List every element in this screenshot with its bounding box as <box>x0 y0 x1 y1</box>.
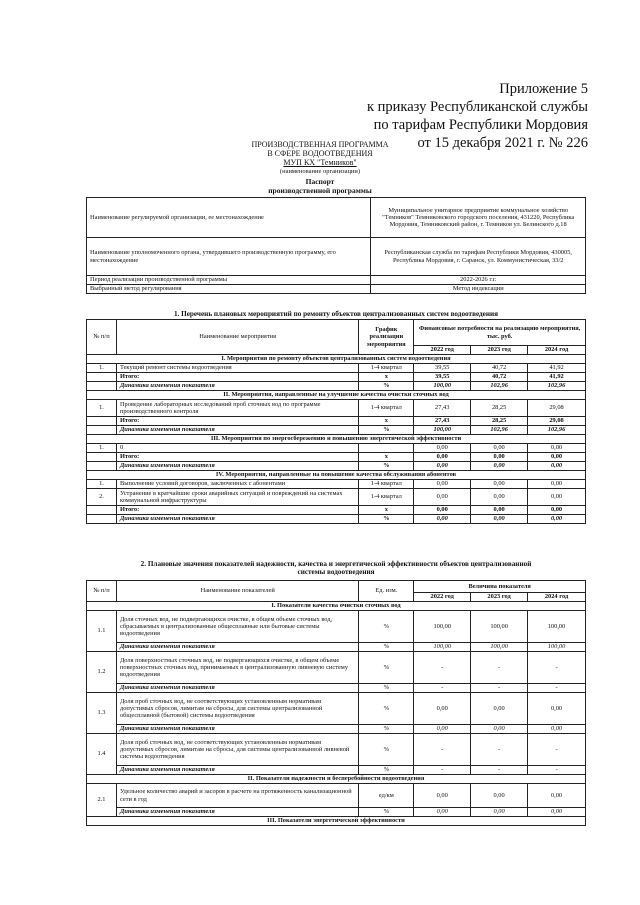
value-2022: - <box>414 652 471 684</box>
program-org: МУП КХ "Темников" <box>283 158 357 167</box>
section-title: IV. Мероприятия, направленные на повышение качества обслуживания абонентов <box>87 471 586 480</box>
section-row <box>87 391 586 400</box>
indicator-row <box>87 784 586 808</box>
dynamics-row <box>87 808 586 817</box>
dynamics-label: Динамика изменения показателя <box>116 643 358 652</box>
value-2023: - <box>471 734 528 766</box>
value-2024: 29,08 <box>528 400 586 417</box>
value-2024: - <box>528 652 586 684</box>
col-header-year: 2022 год <box>414 593 471 602</box>
dynamics-2023: 0,00 <box>471 725 528 734</box>
passport-label: Наименование уполномоченного органа, утвердившего производственную программу, его местонахождение <box>87 238 371 276</box>
appendix-line-3: по тарифам Республики Мордовия <box>373 117 588 133</box>
total-2023: 0,00 <box>471 506 528 515</box>
table2-caption-1: 2. Плановые значения показателей надежности, качества и энергетической эффективности объектов централизованной <box>140 560 532 568</box>
total-unit: х <box>359 373 414 382</box>
activity-row <box>87 489 586 506</box>
total-2024: 41,92 <box>528 373 586 382</box>
dynamics-2023: 0,00 <box>471 462 528 471</box>
passport-title-2: производственной программы <box>268 186 372 195</box>
col-header-year: 2023 год <box>471 346 528 355</box>
dynamics-unit: % <box>359 382 414 391</box>
dynamics-row <box>87 725 586 734</box>
table1-body <box>87 355 586 524</box>
section-title: II. Мероприятия, направленные на улучшение качества очистки сточных вод <box>87 391 586 400</box>
dynamics-row <box>87 426 586 435</box>
value-2022: 0,00 <box>414 480 471 489</box>
value-2023: - <box>471 652 528 684</box>
dynamics-label: Динамика изменения показателя <box>116 426 358 435</box>
row-number: 1.4 <box>87 734 117 775</box>
total-row <box>87 373 586 382</box>
activity-schedule: 1-4 квартал <box>359 364 414 373</box>
row-number: 2. <box>87 489 117 506</box>
indicator-name: Доля поверхностных сточных вод, не подвергающихся очистке, в общем объеме поверхностных сточных вод, принимаемых в централизованную ливневую систему водоотведения <box>116 652 358 684</box>
dynamics-label: Динамика изменения показателя <box>116 725 358 734</box>
program-title-2: В СФЕРЕ ВОДООТВЕДЕНИЯ <box>267 149 373 158</box>
value-2022: 0,00 <box>414 693 471 725</box>
dynamics-2024: - <box>528 684 586 693</box>
passport-value: Метод индексации <box>371 285 586 294</box>
table1-caption: 1. Перечень плановых мероприятий по ремонту объектов централизованных систем водоотведения <box>173 310 499 318</box>
table2-caption-2: системы водоотведения <box>297 568 375 576</box>
col-header-num: № п/п <box>87 581 117 602</box>
row-number: 1. <box>87 400 117 417</box>
dynamics-2022: 100,00 <box>414 426 471 435</box>
dynamics-unit: % <box>359 462 414 471</box>
section-title: III. Показатели энергетической эффективности <box>87 817 586 826</box>
dynamics-2022: - <box>414 766 471 775</box>
dynamics-2024: - <box>528 766 586 775</box>
appendix-line-2: к приказу Республиканской службы <box>366 99 588 115</box>
empty-cell <box>87 426 117 435</box>
indicators-table <box>86 580 586 826</box>
dynamics-2023: 102,96 <box>471 426 528 435</box>
dynamics-row <box>87 643 586 652</box>
dynamics-label: Динамика изменения показателя <box>116 808 358 817</box>
section-title: I. Мероприятия по ремонту объектов централизованных систем водоотведения <box>87 355 586 364</box>
indicator-unit: % <box>359 734 414 766</box>
dynamics-2023: 100,00 <box>471 643 528 652</box>
value-2022: 0,00 <box>414 489 471 506</box>
passport-value: Республиканская служба по тарифам Республики Мордовия, 430005, Республика Мордовия, г. Саранск, ул. Коммунистическая, 33/2 <box>371 238 586 276</box>
col-header-finance: Финансовые потребности на реализацию мероприятия, тыс. руб. <box>414 320 586 346</box>
dynamics-2024: 102,96 <box>528 382 586 391</box>
section-title: III. Мероприятия по энергосбережению и повышению энергетической эффективности <box>87 435 586 444</box>
total-unit: х <box>359 417 414 426</box>
value-2023: 40,72 <box>471 364 528 373</box>
total-2024: 0,00 <box>528 506 586 515</box>
dynamics-2024: 0,00 <box>528 462 586 471</box>
total-label: Итого: <box>116 506 358 515</box>
empty-cell <box>87 382 117 391</box>
passport-label: Наименование регулируемой организации, ее местонахождение <box>87 198 371 238</box>
indicator-row <box>87 652 586 684</box>
total-2023: 0,00 <box>471 453 528 462</box>
dynamics-unit: % <box>359 684 414 693</box>
dynamics-2023: 0,00 <box>471 515 528 524</box>
dynamics-2024: 102,96 <box>528 426 586 435</box>
col-header-value: Величина показателя <box>414 581 586 593</box>
passport-title-1: Паспорт <box>305 177 335 186</box>
dynamics-row <box>87 515 586 524</box>
row-number: 2.1 <box>87 784 117 817</box>
activity-row <box>87 364 586 373</box>
program-title-1: ПРОИЗВОДСТВЕННАЯ ПРОГРАММА <box>251 140 389 149</box>
value-2023: 100,00 <box>471 611 528 643</box>
empty-cell <box>87 373 117 382</box>
value-2024: - <box>528 734 586 766</box>
total-2024: 0,00 <box>528 453 586 462</box>
section-row <box>87 471 586 480</box>
total-2023: 28,25 <box>471 417 528 426</box>
appendix-line-1: Приложение 5 <box>499 81 588 97</box>
row-number: 1. <box>87 364 117 373</box>
passport-value: 2022-2026 г.г. <box>371 276 586 285</box>
activity-schedule: 1-4 квартал <box>359 480 414 489</box>
indicator-name: Доля сточных вод, не подвергающихся очистке, в общем объеме сточных вод, сбрасываемых в централизованные общесплавные или бытовые системы водоотведения <box>116 611 358 643</box>
dynamics-unit: % <box>359 725 414 734</box>
dynamics-row <box>87 382 586 391</box>
empty-cell <box>87 453 117 462</box>
table2-header-row <box>87 581 586 593</box>
total-label: Итого: <box>116 417 358 426</box>
activity-name: Текущий ремонт системы водоотведения <box>116 364 358 373</box>
activity-row <box>87 400 586 417</box>
passport-label: Выбранный метод регулирования <box>87 285 371 294</box>
total-row <box>87 453 586 462</box>
col-header-year: 2024 год <box>528 346 586 355</box>
empty-cell <box>87 506 117 515</box>
value-2024: 100,00 <box>528 611 586 643</box>
passport-value: Муниципальное унитарное предприятие коммунальное хозяйство "Темников" Темниковского городского поселения, 431220, Республика Мордовия, Темниковский район, г. Темников ул. Белинского д.18 <box>371 198 586 238</box>
program-heading <box>0 140 640 176</box>
col-header-year: 2022 год <box>414 346 471 355</box>
total-label: Итого: <box>116 453 358 462</box>
section-row <box>87 775 586 784</box>
col-header-year: 2023 год <box>471 593 528 602</box>
total-row <box>87 506 586 515</box>
passport-row <box>87 285 586 294</box>
dynamics-2022: 0,00 <box>414 462 471 471</box>
dynamics-unit: % <box>359 643 414 652</box>
section-row <box>87 435 586 444</box>
value-2022: - <box>414 734 471 766</box>
indicator-row <box>87 611 586 643</box>
activities-table <box>86 319 586 524</box>
passport-title <box>0 177 640 195</box>
dynamics-unit: % <box>359 766 414 775</box>
col-header-year: 2024 год <box>528 593 586 602</box>
dynamics-label: Динамика изменения показателя <box>116 766 358 775</box>
value-2022: 0,00 <box>414 444 471 453</box>
value-2024: 0,00 <box>528 693 586 725</box>
indicator-unit: % <box>359 611 414 643</box>
table1-header-row <box>87 320 586 346</box>
total-2024: 29,08 <box>528 417 586 426</box>
appendix-line-4: от 15 декабря 2021 г. № 226 <box>417 135 588 151</box>
col-header-num: № п/п <box>87 320 117 355</box>
dynamics-2023: - <box>471 684 528 693</box>
dynamics-row <box>87 462 586 471</box>
program-org-note: (наименование организации) <box>279 168 361 175</box>
total-unit: х <box>359 506 414 515</box>
row-number: 1.3 <box>87 693 117 734</box>
value-2024: 0,00 <box>528 489 586 506</box>
dynamics-row <box>87 766 586 775</box>
activity-schedule: 1-4 квартал <box>359 489 414 506</box>
empty-cell <box>87 462 117 471</box>
dynamics-2023: 102,96 <box>471 382 528 391</box>
dynamics-row <box>87 684 586 693</box>
indicator-row <box>87 734 586 766</box>
total-2022: 39,55 <box>414 373 471 382</box>
empty-cell <box>87 417 117 426</box>
activity-name: Выполнение условий договоров, заключенных с абонентами <box>116 480 358 489</box>
indicator-unit: ед/км <box>359 784 414 808</box>
total-row <box>87 417 586 426</box>
dynamics-2024: 100,00 <box>528 643 586 652</box>
section-title: II. Показатели надежности и бесперебойности водоотведения <box>87 775 586 784</box>
section-row <box>87 817 586 826</box>
activity-name: Устранение в кратчайшие сроки аварийных ситуаций и повреждений на системах коммунальной инфраструктуры <box>116 489 358 506</box>
activity-schedule <box>359 444 414 453</box>
activity-row <box>87 480 586 489</box>
indicator-name: Доля проб сточных вод, не соответствующих установленным нормативам допустимых сбросов, лимитам на сбросы, для системы централизованной ливневой системы водоотведения <box>116 734 358 766</box>
value-2023: 0,00 <box>471 489 528 506</box>
value-2022: 27,43 <box>414 400 471 417</box>
passport-row <box>87 276 586 285</box>
value-2023: 0,00 <box>471 444 528 453</box>
total-2022: 27,43 <box>414 417 471 426</box>
total-2022: 0,00 <box>414 506 471 515</box>
activity-row <box>87 444 586 453</box>
value-2022: 100,00 <box>414 611 471 643</box>
dynamics-2022: 0,00 <box>414 808 471 817</box>
dynamics-2022: 100,00 <box>414 643 471 652</box>
dynamics-2023: 0,00 <box>471 808 528 817</box>
dynamics-2024: 0,00 <box>528 515 586 524</box>
col-header-unit: Ед. изм. <box>359 581 414 602</box>
activity-name: 0 <box>116 444 358 453</box>
dynamics-label: Динамика изменения показателя <box>116 382 358 391</box>
dynamics-unit: % <box>359 515 414 524</box>
value-2023: 0,00 <box>471 480 528 489</box>
dynamics-2023: - <box>471 766 528 775</box>
dynamics-unit: % <box>359 426 414 435</box>
value-2024: 41,92 <box>528 364 586 373</box>
col-header-name: Наименование показателей <box>116 581 358 602</box>
indicator-row <box>87 693 586 725</box>
indicator-name: Удельное количество аварий и засоров в расчете на протяженность канализационной сети в год <box>116 784 358 808</box>
row-number: 1. <box>87 444 117 453</box>
dynamics-label: Динамика изменения показателя <box>116 684 358 693</box>
total-unit: х <box>359 453 414 462</box>
indicator-name: Доля проб сточных вод, не соответствующих установленным нормативам допустимых сбросов, лимитам на сбросы, для системы централизованной общесплавной (бытовой) системы водоотведения <box>116 693 358 725</box>
dynamics-2024: 0,00 <box>528 808 586 817</box>
dynamics-2022: 0,00 <box>414 515 471 524</box>
dynamics-2022: 0,00 <box>414 725 471 734</box>
dynamics-unit: % <box>359 808 414 817</box>
total-2023: 40,72 <box>471 373 528 382</box>
dynamics-2024: 0,00 <box>528 725 586 734</box>
row-number: 1. <box>87 480 117 489</box>
activity-name: Проведение лабораторных исследований проб сточных вод по программе производственного контроля <box>116 400 358 417</box>
table2-body <box>87 602 586 826</box>
value-2023: 0,00 <box>471 784 528 808</box>
section-row <box>87 355 586 364</box>
value-2022: 39,55 <box>414 364 471 373</box>
col-header-name: Наименование мероприятия <box>116 320 358 355</box>
indicator-unit: % <box>359 652 414 684</box>
value-2023: 28,25 <box>471 400 528 417</box>
total-2022: 0,00 <box>414 453 471 462</box>
passport-row <box>87 238 586 276</box>
value-2022: 0,00 <box>414 784 471 808</box>
passport-table <box>86 197 586 294</box>
section-title: I. Показатели качества очистки сточных вод <box>87 602 586 611</box>
row-number: 1.1 <box>87 611 117 652</box>
value-2024: 0,00 <box>528 444 586 453</box>
total-label: Итого: <box>116 373 358 382</box>
value-2024: 0,00 <box>528 784 586 808</box>
value-2024: 0,00 <box>528 480 586 489</box>
table2-caption <box>86 560 586 576</box>
passport-row <box>87 198 586 238</box>
activity-schedule: 1-4 квартал <box>359 400 414 417</box>
empty-cell <box>87 515 117 524</box>
row-number: 1.2 <box>87 652 117 693</box>
passport-label: Период реализации производственной программы <box>87 276 371 285</box>
dynamics-label: Динамика изменения показателя <box>116 515 358 524</box>
col-header-schedule: График реализации мероприятия <box>359 320 414 355</box>
value-2023: 0,00 <box>471 693 528 725</box>
indicator-unit: % <box>359 693 414 725</box>
dynamics-label: Динамика изменения показателя <box>116 462 358 471</box>
dynamics-2022: 100,00 <box>414 382 471 391</box>
section-row <box>87 602 586 611</box>
dynamics-2022: - <box>414 684 471 693</box>
